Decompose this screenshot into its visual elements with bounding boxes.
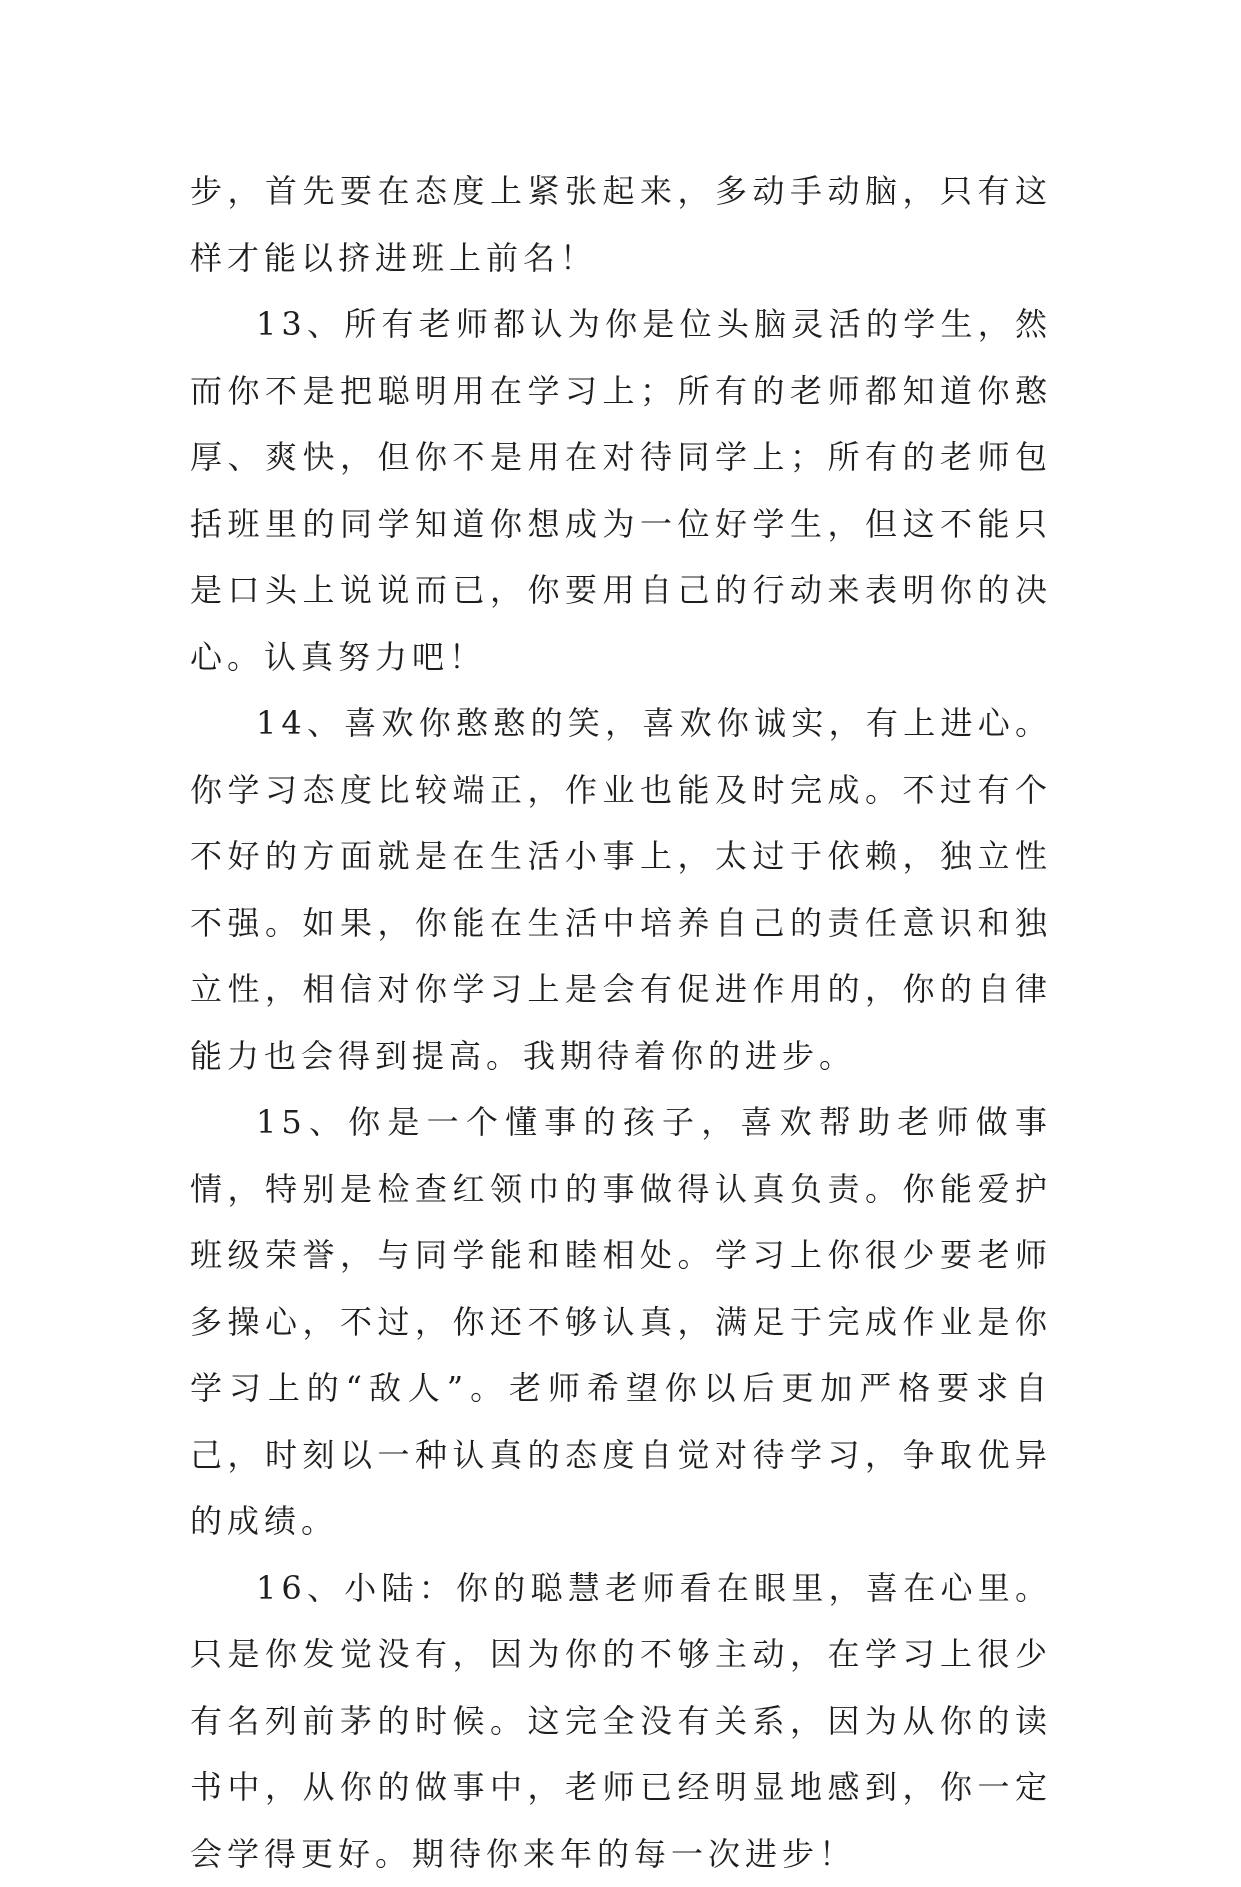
paragraph-14: 14、喜欢你憨憨的笑，喜欢你诚实，有上进心。你学习态度比较端正，作业也能及时完成。不过有个不好的方面就是在生活小事上，太过于依赖，独立性不强。如果，你能在生活中培养自己的责任意识和独立性，相信对你学习上是会有促进作用的，你的自律能力也会得到提高。我期待着你的进步。 xyxy=(190,690,1052,1089)
paragraph-16: 16、小陆：你的聪慧老师看在眼里，喜在心里。只是你发觉没有，因为你的不够主动，在学习上很少有名列前茅的时候。这完全没有关系，因为从你的读书中，从你的做事中，老师已经明显地感到，你一定会学得更好。期待你来年的每一次进步！ xyxy=(190,1555,1052,1887)
document-body xyxy=(190,158,1052,1887)
paragraph-15: 15、你是一个懂事的孩子，喜欢帮助老师做事情，特别是检查红领巾的事做得认真负责。你能爱护班级荣誉，与同学能和睦相处。学习上你很少要老师多操心，不过，你还不够认真，满足于完成作业是你学习上的“敌人”。老师希望你以后更加严格要求自己，时刻以一种认真的态度自觉对待学习，争取优异的成绩。 xyxy=(190,1089,1052,1555)
paragraph-continuation: 步，首先要在态度上紧张起来，多动手动脑，只有这样才能以挤进班上前名！ xyxy=(190,158,1052,291)
paragraph-13: 13、所有老师都认为你是位头脑灵活的学生，然而你不是把聪明用在学习上；所有的老师都知道你憨厚、爽快，但你不是用在对待同学上；所有的老师包括班里的同学知道你想成为一位好学生，但这不能只是口头上说说而已，你要用自己的行动来表明你的决心。认真努力吧！ xyxy=(190,291,1052,690)
